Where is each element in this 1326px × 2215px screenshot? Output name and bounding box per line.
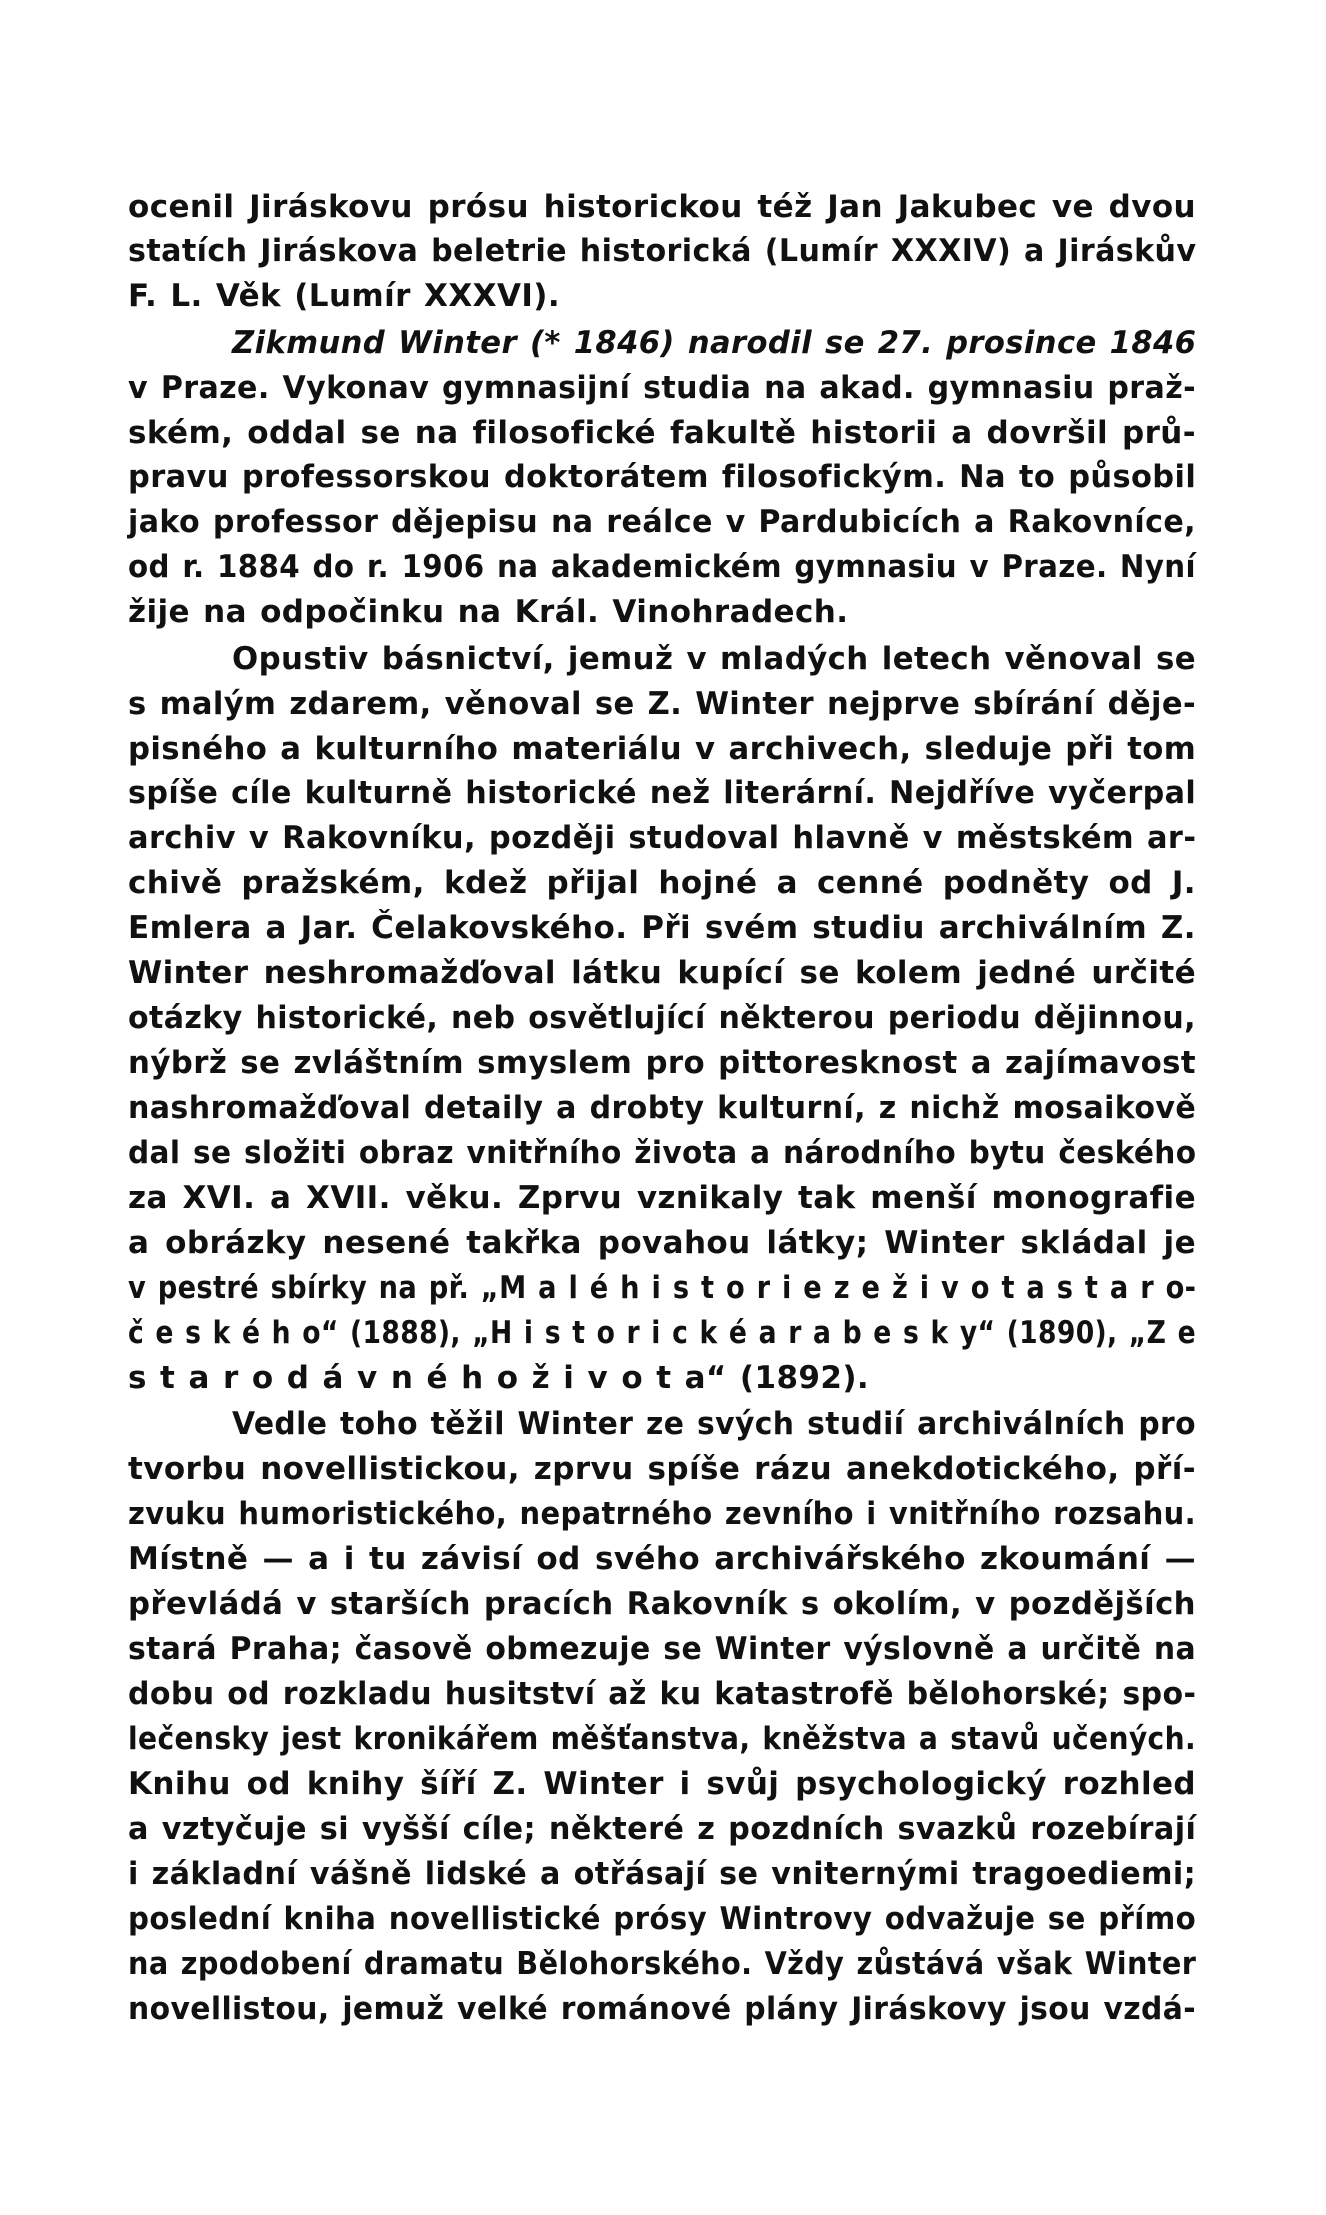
text-line: poslední kniha novellistické prósy Wintrovy odvažuje se přímo xyxy=(128,1901,1197,1937)
text-line: tvorbu novellistickou, zprvu spíše rázu anekdotického, pří- xyxy=(128,1451,1196,1487)
text-line: v Praze. Vykonav gymnasijní studia na akad. gymnasiu praž- xyxy=(128,370,1196,406)
text-line: statích Jiráskova beletrie historická (Lumír XXXIV) a Jiráskův xyxy=(128,233,1197,269)
text-line: s malým zdarem, věnoval se Z. Winter nejprve sbírání děje- xyxy=(128,686,1197,722)
paragraph-first-line: Opustiv básnictví, jemuž v mladých letech věnoval se xyxy=(232,641,1196,677)
text-line: novellistou, jemuž velké románové plány Jiráskovy jsou vzdá- xyxy=(128,1991,1197,2027)
text-line: chivě pražském, kdež přijal hojné a cenné podněty od J. xyxy=(128,865,1196,901)
text-line: pravu professorskou doktorátem filosofickým. Na to působil xyxy=(128,459,1197,495)
text-line: stará Praha; časově obmezuje se Winter výslovně a určitě na xyxy=(128,1631,1197,1667)
text-line: jako professor dějepisu na reálce v Pardubicích a Rakovníce, xyxy=(128,504,1196,540)
text-line: spíše cíle kulturně historické než literární. Nejdříve vyčerpal xyxy=(128,775,1197,811)
text-line: otázky historické, neb osvětlující některou periodu dějinnou, xyxy=(128,1000,1196,1036)
text-line: žije na odpočinku na Král. Vinohradech. xyxy=(128,594,849,630)
text-line: zvuku humoristického, nepatrného zevního i vnitřního rozsahu. xyxy=(128,1496,1197,1532)
text-line: Místně — a i tu závisí od svého archivářského zkoumání — xyxy=(128,1541,1196,1577)
text-line: nashromažďoval detaily a drobty kulturní, z nichž mosaikově xyxy=(128,1090,1197,1126)
text-line: i základní vášně lidské a otřásají se vniternými tragoediemi; xyxy=(128,1856,1197,1892)
text-line: nýbrž se zvláštním smyslem pro pittoresknost a zajímavost xyxy=(128,1045,1197,1081)
paragraph-first-line: Vedle toho těžil Winter ze svých studií archiválních pro xyxy=(232,1406,1196,1442)
text-line: pisného a kulturního materiálu v archivech, sleduje při tom xyxy=(128,731,1197,767)
text-line: Knihu od knihy šíří Z. Winter i svůj psychologický rozhled xyxy=(128,1766,1196,1802)
text-line: ském, oddal se na filosofické fakultě historii a dovršil prů- xyxy=(128,415,1196,451)
text-line: na zpodobení dramatu Bělohorského. Vždy zůstává však Winter xyxy=(128,1946,1197,1982)
text-line: lečensky jest kronikářem měšťanstva, kněžstva a stavů učených. xyxy=(128,1721,1197,1757)
text-line: dal se složiti obraz vnitřního života a národního bytu českého xyxy=(128,1135,1197,1171)
text-line: převládá v starších pracích Rakovník s okolím, v pozdějších xyxy=(128,1586,1196,1622)
text-line: dobu od rozkladu husitství až ku katastrofě bělohorské; spo- xyxy=(128,1676,1197,1712)
text-line: Emlera a Jar. Čelakovského. Při svém studiu archiválním Z. xyxy=(128,910,1196,946)
paragraph-first-line: Zikmund Winter (* 1846) narodil se 27. prosince 1846 xyxy=(232,325,1197,361)
text-line: č e s k é h o“ (1888), „H i s t o r i c k é a r a b e s k y“ (1890), „Z e xyxy=(128,1315,1196,1351)
text-line: archiv v Rakovníku, později studoval hlavně v městském ar- xyxy=(128,820,1197,856)
text-line: v pestré sbírky na př. „M a l é h i s t o r i e z e ž i v o t a s t a r o- xyxy=(128,1270,1197,1306)
text-line: a obrázky nesené takřka povahou látky; Winter skládal je xyxy=(128,1225,1196,1261)
text-line: ocenil Jiráskovu prósu historickou též Jan Jakubec ve dvou xyxy=(128,189,1196,225)
text-line: od r. 1884 do r. 1906 na akademickém gymnasiu v Praze. Nyní xyxy=(128,549,1196,585)
text-line: F. L. Věk (Lumír XXXVI). xyxy=(128,278,561,314)
text-line: s t a r o d á v n é h o ž i v o t a“ (1892). xyxy=(128,1360,870,1396)
text-line: a vztyčuje si vyšší cíle; některé z pozdních svazků rozebírají xyxy=(128,1811,1197,1847)
text-line: Winter neshromažďoval látku kupící se kolem jedné určité xyxy=(128,955,1196,991)
text-line: za XVI. a XVII. věku. Zprvu vznikaly tak menší monografie xyxy=(128,1180,1196,1216)
